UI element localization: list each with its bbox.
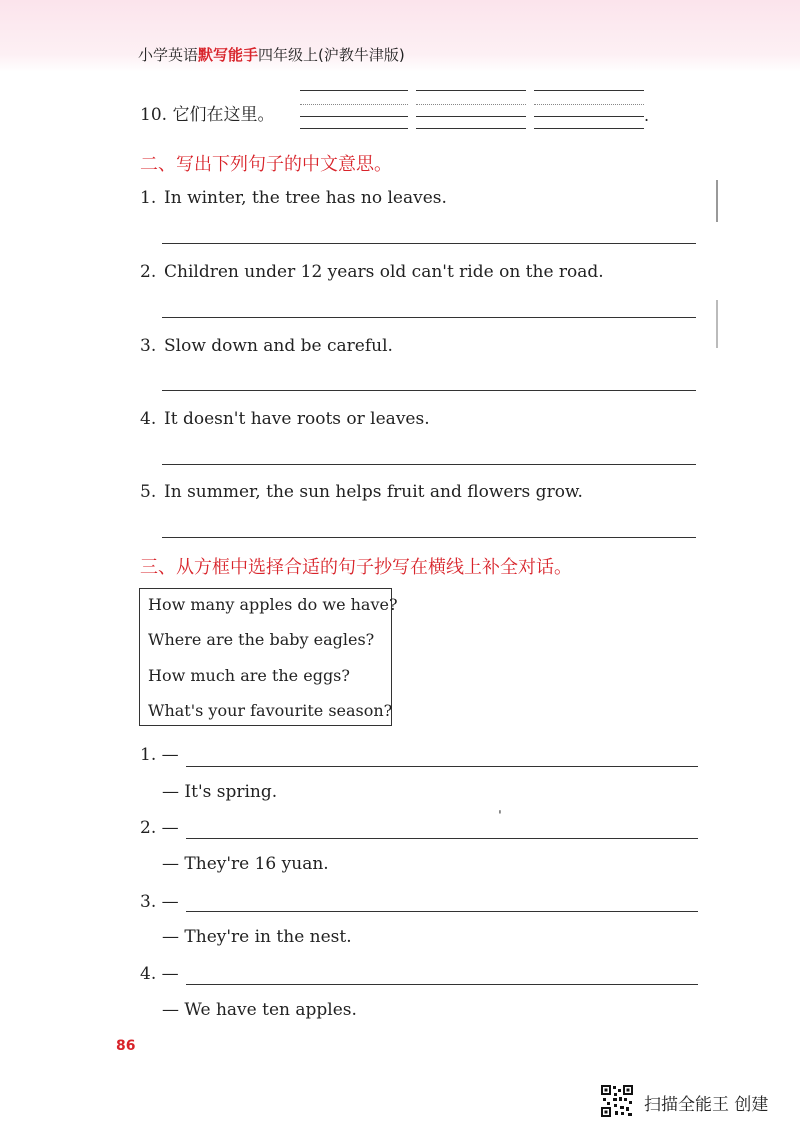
question-text: Children under 12 years old can't ride on the road. — [164, 262, 604, 282]
stray-mark: ˌ — [498, 800, 502, 816]
question-number: 5. — [140, 482, 157, 502]
question-number: 2. — [140, 262, 157, 282]
question-text: In summer, the sun helps fruit and flowers grow. — [164, 482, 583, 502]
answer-line-3[interactable] — [162, 390, 696, 391]
question-text: It doesn't have roots or leaves. — [164, 409, 430, 429]
scan-artifact — [716, 180, 718, 222]
question-number: 4. — [140, 409, 157, 429]
dialogue-2-answer-line[interactable] — [186, 838, 698, 839]
writing-blank-2[interactable] — [416, 86, 526, 132]
translate-question-1 — [140, 188, 447, 208]
translate-question-3 — [140, 336, 393, 356]
question-10-period: . — [644, 106, 650, 125]
writing-blank-3[interactable] — [534, 86, 644, 132]
scan-artifact — [716, 300, 718, 348]
dialogue-1-number: 1. — — [140, 745, 179, 765]
watermark-text: 扫描全能王 创建 — [644, 1095, 769, 1115]
page-number: 86 — [116, 1038, 136, 1054]
title-suffix: 四年级上(沪教牛津版) — [258, 46, 405, 64]
box-sentence: How much are the eggs? — [148, 666, 350, 685]
question-number: 1. — [140, 188, 157, 208]
qr-code-icon — [600, 1084, 634, 1118]
section-2-title: 二、写出下列句子的中文意思。 — [140, 154, 392, 175]
question-text: Slow down and be careful. — [164, 336, 393, 356]
box-sentence: Where are the baby eagles? — [148, 630, 375, 649]
sentence-choice-box — [139, 588, 398, 726]
translate-question-5 — [140, 482, 583, 502]
book-title — [138, 44, 405, 65]
dialogue-4-number: 4. — — [140, 964, 179, 984]
writing-blank-1[interactable] — [300, 86, 408, 132]
dialogue-3-reply: — They're in the nest. — [162, 927, 352, 947]
box-sentence: What's your favourite season? — [148, 701, 393, 720]
translate-question-2 — [140, 262, 604, 282]
title-brand: 默写能手 — [198, 46, 259, 64]
dialogue-1-answer-line[interactable] — [186, 766, 698, 767]
box-sentence: How many apples do we have? — [148, 595, 398, 614]
dialogue-1-reply: — It's spring. — [162, 782, 278, 802]
answer-line-2[interactable] — [162, 317, 696, 318]
answer-line-4[interactable] — [162, 464, 696, 465]
translate-question-4 — [140, 409, 430, 429]
question-10: 10. 它们在这里。 — [140, 105, 275, 125]
dialogue-2-reply: — They're 16 yuan. — [162, 854, 329, 874]
dialogue-3-number: 3. — — [140, 892, 179, 912]
question-10-blanks[interactable] — [300, 86, 654, 132]
title-prefix: 小学英语 — [138, 46, 199, 64]
dialogue-3-answer-line[interactable] — [186, 911, 698, 912]
dialogue-4-answer-line[interactable] — [186, 984, 698, 985]
question-number: 3. — [140, 336, 157, 356]
question-text: In winter, the tree has no leaves. — [164, 188, 447, 208]
dialogue-2-number: 2. — — [140, 818, 179, 838]
dialogue-4-reply: — We have ten apples. — [162, 1000, 357, 1020]
section-3-title: 三、从方框中选择合适的句子抄写在横线上补全对话。 — [140, 557, 572, 578]
answer-line-5[interactable] — [162, 537, 696, 538]
answer-line-1[interactable] — [162, 243, 696, 244]
